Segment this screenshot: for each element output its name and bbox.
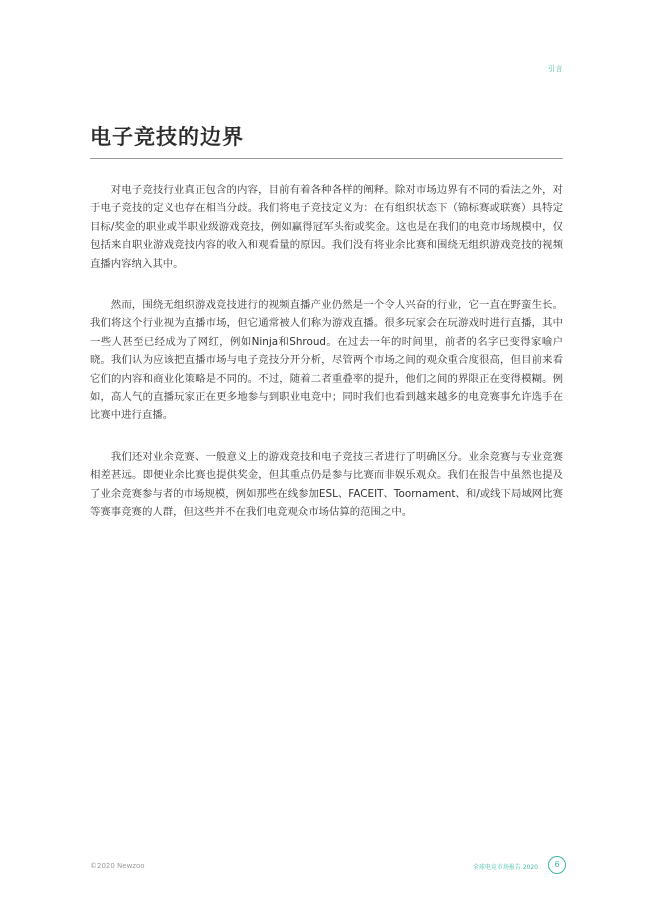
footer-report-name: 全球电竞市场报告 2020 [472, 864, 538, 871]
section-tag: 引言 [548, 65, 563, 73]
title-divider [90, 158, 563, 159]
footer-copyright: ©2020 Newzoo [90, 862, 145, 870]
page-title: 电子竞技的边界 [90, 125, 244, 149]
paragraph: 对电子竞技行业真正包含的内容，目前有着各种各样的阐释。除对市场边界有不同的看法之外，对于电子竞技的定义也存在相当分歧。我们将电子竞技定义为：在有组织状态下（锦标赛或联赛）具特定目标/奖金的职业或半职业级游戏竞技，例如赢得冠军头衔或奖金。这也是在我们的电竞市场规模中，仅包括来自职业游戏竞技内容的收入和观看量的原因。我们没有将业余比赛和围绕无组织游戏竞技的视频直播内容纳入其中。 [90, 184, 563, 270]
paragraph: 然而，围绕无组织游戏竞技进行的视频直播产业仍然是一个令人兴奋的行业，它一直在野蛮生长。我们将这个行业视为直播市场，但它通常被人们称为游戏直播。很多玩家会在玩游戏时进行直播，其中一些人甚至已经成为了网红，例如Ninja和Shroud。在过去一年的时间里，前者的名字已变得家喻户晓。我们认为应该把直播市场与电子竞技分开分析，尽管两个市场之间的观众重合度很高，但目前来看它们的内容和商业化策略是不同的。不过，随着二者重叠率的提升，他们之间的界限正在变得模糊。例如，高人气的直播玩家正在更多地参与到职业电竞中；同时我们也看到越来越多的电竞赛事允许选手在比赛中进行直播。 [90, 299, 563, 422]
paragraph: 我们还对业余竞赛、一般意义上的游戏竞技和电子竞技三者进行了明确区分。业余竞赛与专业竞赛相差甚远。即便业余比赛也提供奖金，但其重点仍是参与比赛而非娱乐观众。我们在报告中虽然也提及了业余竞赛参与者的市场规模，例如那些在线参加ESL、FACEIT、Toornament、和/或线下局域网比赛等赛事竞赛的人群，但这些并不在我们电竞观众市场估算的范围之中。 [90, 450, 563, 519]
page-number-badge: 6 [548, 856, 566, 874]
body-text [90, 181, 563, 545]
